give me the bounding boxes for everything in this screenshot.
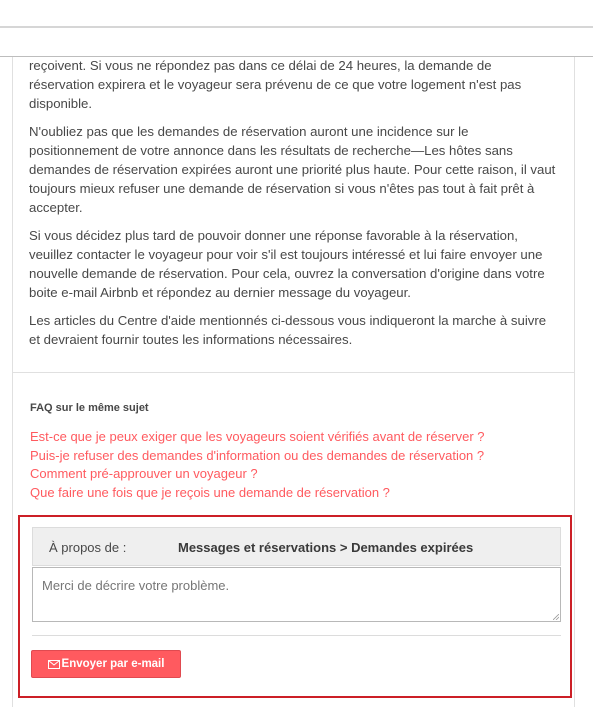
article-body [29, 56, 559, 358]
about-topic-bar [32, 527, 561, 566]
faq-link[interactable]: Est-ce que je peux exiger que les voyageurs soient vérifiés avant de réserver ? [30, 429, 485, 444]
about-topic-value: Messages et réservations > Demandes expirées [178, 540, 474, 555]
envelope-icon [48, 660, 60, 669]
contact-form [18, 515, 572, 698]
send-email-button[interactable] [31, 650, 181, 678]
browser-top-bar [0, 0, 593, 58]
top-divider [0, 26, 593, 28]
faq-link[interactable]: Puis-je refuser des demandes d'information ou des demandes de réservation ? [30, 447, 485, 463]
form-divider [32, 635, 561, 636]
article-paragraph: reçoivent. Si vous ne répondez pas dans ce délai de 24 heures, la demande de réservation expirera et le voyageur sera prévenu de ce que votre logement n'est pas disponible. [29, 58, 522, 111]
faq-heading: FAQ sur le même sujet [30, 402, 149, 414]
message-textarea[interactable] [32, 567, 561, 622]
article-paragraph: Si vous décidez plus tard de pouvoir donner une réponse favorable à la réservation, veuillez contacter le voyageur pour voir s'il est toujours intéressé et lui faire envoyer une nouvelle demande de réservation. Pour cela, ouvrez la conversation d'origine dans votre boite e-mail Airbnb et répondez au dernier message du voyageur. [29, 228, 545, 300]
send-button-label: Envoyer par e-mail [61, 658, 165, 670]
resize-grip-icon[interactable] [553, 614, 559, 620]
article-paragraph: N'oubliez pas que les demandes de réservation auront une incidence sur le positionnement de votre annonce dans les résultats de recherche—Les hôtes sans demandes de réservation expirées auront une priorité plus haute. Pour cette raison, il vaut toujours mieux refuser une demande de réservation si vous n'êtes pas tout à fait prêt à accepter. [29, 124, 556, 215]
faq-links [30, 428, 560, 502]
faq-link[interactable]: Comment pré-approuver un voyageur ? [30, 466, 258, 481]
about-label: À propos de : [49, 540, 127, 555]
section-divider [12, 372, 575, 373]
faq-link[interactable]: Que faire une fois que je reçois une demande de réservation ? [30, 484, 390, 500]
article-paragraph: Les articles du Centre d'aide mentionnés ci-dessous vous indiqueront la marche à suivre et devraient fournir toutes les informations nécessaires. [29, 313, 547, 347]
